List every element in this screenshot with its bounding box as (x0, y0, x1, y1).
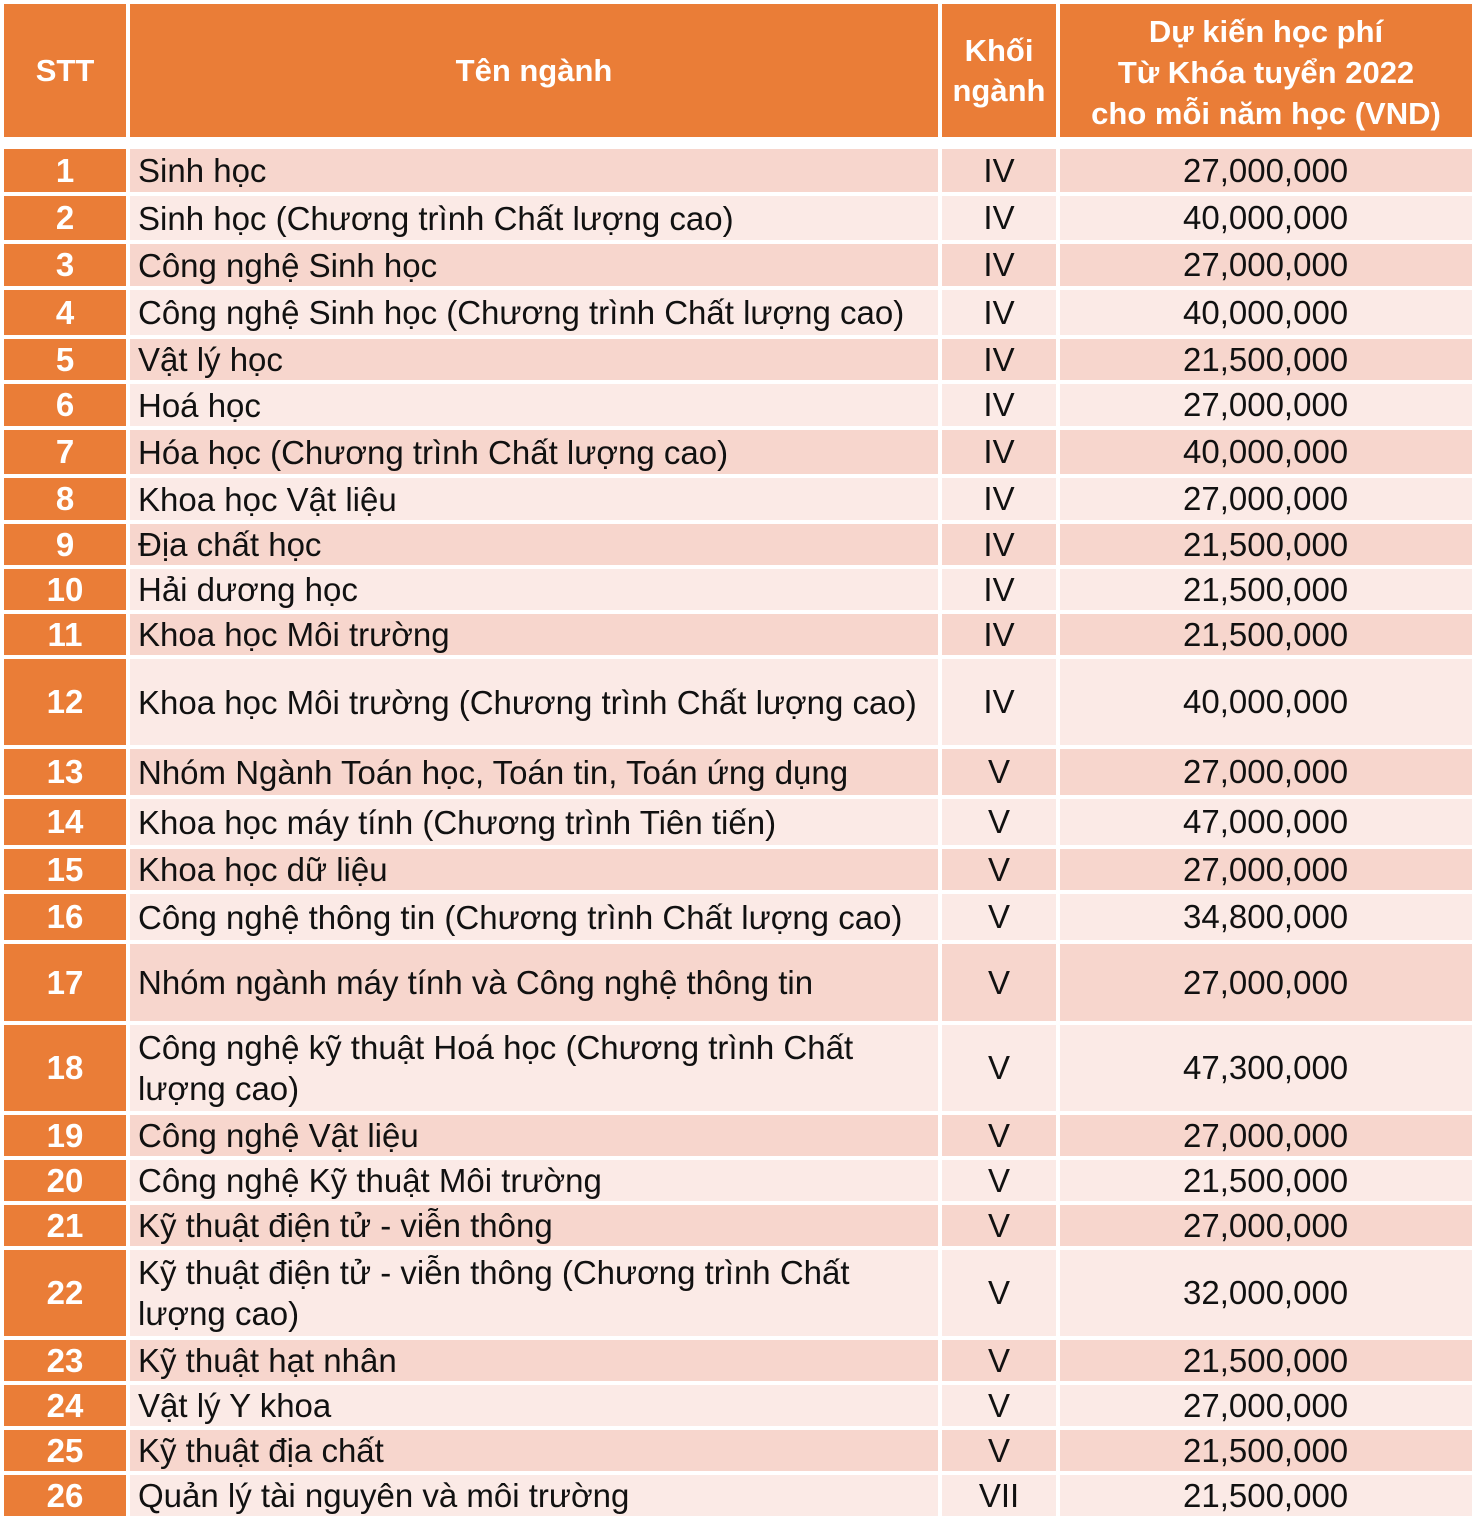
cell-major-name: Công nghệ Kỹ thuật Môi trường (130, 1160, 938, 1201)
cell-block: V (942, 749, 1056, 795)
cell-block: V (942, 849, 1056, 890)
table-row (4, 1250, 1472, 1336)
cell-fee: 40,000,000 (1060, 659, 1472, 745)
cell-block: V (942, 799, 1056, 845)
cell-block: IV (942, 290, 1056, 335)
cell-major-name: Kỹ thuật địa chất (130, 1430, 938, 1471)
cell-fee: 40,000,000 (1060, 290, 1472, 335)
cell-stt: 14 (4, 799, 126, 845)
cell-major-name: Sinh học (Chương trình Chất lượng cao) (130, 196, 938, 240)
cell-stt: 7 (4, 430, 126, 474)
table-row (4, 1385, 1472, 1426)
table-row (4, 384, 1472, 426)
cell-major-name: Hóa học (Chương trình Chất lượng cao) (130, 430, 938, 474)
cell-block: V (942, 1025, 1056, 1111)
header-fee-line3: cho mỗi năm học (VND) (1091, 96, 1441, 131)
cell-fee: 27,000,000 (1060, 384, 1472, 426)
cell-stt: 19 (4, 1115, 126, 1156)
cell-fee: 27,000,000 (1060, 1115, 1472, 1156)
cell-block: IV (942, 430, 1056, 474)
cell-block: IV (942, 569, 1056, 610)
table-row (4, 290, 1472, 335)
cell-fee: 27,000,000 (1060, 1385, 1472, 1426)
header-block (942, 4, 1056, 137)
cell-major-name: Khoa học máy tính (Chương trình Tiên tiến) (130, 799, 938, 845)
header-block-line1: Khối (964, 32, 1034, 68)
cell-fee: 27,000,000 (1060, 244, 1472, 286)
header-name: Tên ngành (130, 4, 938, 137)
cell-major-name: Khoa học Vật liệu (130, 478, 938, 520)
cell-major-name: Kỹ thuật điện tử - viễn thông (Chương trình Chất lượng cao) (130, 1250, 938, 1336)
cell-block: V (942, 1160, 1056, 1201)
table-row (4, 1025, 1472, 1111)
cell-block: V (942, 894, 1056, 940)
cell-block: V (942, 1340, 1056, 1381)
table-row (4, 1115, 1472, 1156)
cell-major-name: Công nghệ Vật liệu (130, 1115, 938, 1156)
cell-fee: 27,000,000 (1060, 944, 1472, 1021)
header-block-line2: ngành (952, 72, 1046, 108)
cell-fee: 27,000,000 (1060, 749, 1472, 795)
cell-major-name: Khoa học Môi trường (130, 614, 938, 655)
cell-stt: 5 (4, 339, 126, 380)
cell-major-name: Công nghệ kỹ thuật Hoá học (Chương trình Chất lượng cao) (130, 1025, 938, 1111)
cell-block: IV (942, 478, 1056, 520)
table-row (4, 659, 1472, 745)
table-row (4, 196, 1472, 240)
cell-fee: 27,000,000 (1060, 478, 1472, 520)
table-row (4, 849, 1472, 890)
cell-stt: 26 (4, 1475, 126, 1516)
table-row (4, 1160, 1472, 1201)
cell-fee: 34,800,000 (1060, 894, 1472, 940)
cell-stt: 22 (4, 1250, 126, 1336)
cell-block: V (942, 1205, 1056, 1246)
table-row (4, 1340, 1472, 1381)
cell-major-name: Khoa học Môi trường (Chương trình Chất lượng cao) (130, 659, 938, 745)
cell-block: IV (942, 524, 1056, 565)
cell-major-name: Công nghệ Sinh học (Chương trình Chất lượng cao) (130, 290, 938, 335)
cell-major-name: Khoa học dữ liệu (130, 849, 938, 890)
cell-fee: 21,500,000 (1060, 524, 1472, 565)
table-row (4, 1475, 1472, 1516)
cell-stt: 10 (4, 569, 126, 610)
cell-major-name: Công nghệ thông tin (Chương trình Chất lượng cao) (130, 894, 938, 940)
cell-block: V (942, 1430, 1056, 1471)
table-row (4, 430, 1472, 474)
header-gap-cell (4, 141, 1472, 145)
cell-stt: 1 (4, 149, 126, 192)
table-row (4, 569, 1472, 610)
cell-fee: 21,500,000 (1060, 1430, 1472, 1471)
table-row (4, 524, 1472, 565)
cell-major-name: Nhóm Ngành Toán học, Toán tin, Toán ứng dụng (130, 749, 938, 795)
cell-stt: 15 (4, 849, 126, 890)
table-row (4, 1205, 1472, 1246)
cell-stt: 12 (4, 659, 126, 745)
cell-fee: 27,000,000 (1060, 149, 1472, 192)
header-fee-line1: Dự kiến học phí (1148, 14, 1384, 49)
header-stt: STT (4, 4, 126, 137)
cell-stt: 4 (4, 290, 126, 335)
table-row (4, 478, 1472, 520)
cell-fee: 32,000,000 (1060, 1250, 1472, 1336)
cell-major-name: Công nghệ Sinh học (130, 244, 938, 286)
header-fee (1060, 4, 1472, 137)
cell-stt: 21 (4, 1205, 126, 1246)
header-fee-line2: Từ Khóa tuyển 2022 (1117, 55, 1415, 90)
cell-major-name: Vật lý học (130, 339, 938, 380)
table-row (4, 749, 1472, 795)
cell-fee: 21,500,000 (1060, 1340, 1472, 1381)
cell-stt: 8 (4, 478, 126, 520)
cell-block: VII (942, 1475, 1056, 1516)
cell-block: V (942, 944, 1056, 1021)
cell-fee: 27,000,000 (1060, 849, 1472, 890)
table-row (4, 614, 1472, 655)
cell-major-name: Địa chất học (130, 524, 938, 565)
cell-fee: 40,000,000 (1060, 430, 1472, 474)
cell-block: IV (942, 149, 1056, 192)
cell-stt: 18 (4, 1025, 126, 1111)
cell-block: V (942, 1250, 1056, 1336)
cell-stt: 9 (4, 524, 126, 565)
cell-block: IV (942, 196, 1056, 240)
cell-fee: 47,000,000 (1060, 799, 1472, 845)
table-row (4, 149, 1472, 192)
cell-stt: 11 (4, 614, 126, 655)
cell-stt: 17 (4, 944, 126, 1021)
table-header-row (4, 4, 1472, 137)
cell-major-name: Vật lý Y khoa (130, 1385, 938, 1426)
table-row (4, 244, 1472, 286)
table-row (4, 1430, 1472, 1471)
cell-stt: 3 (4, 244, 126, 286)
cell-major-name: Hải dương học (130, 569, 938, 610)
cell-stt: 13 (4, 749, 126, 795)
table-body (4, 149, 1472, 1516)
cell-fee: 21,500,000 (1060, 1475, 1472, 1516)
cell-block: V (942, 1115, 1056, 1156)
cell-stt: 24 (4, 1385, 126, 1426)
cell-major-name: Hoá học (130, 384, 938, 426)
cell-stt: 25 (4, 1430, 126, 1471)
cell-block: IV (942, 659, 1056, 745)
cell-fee: 40,000,000 (1060, 196, 1472, 240)
cell-major-name: Quản lý tài nguyên và môi trường (130, 1475, 938, 1516)
cell-stt: 23 (4, 1340, 126, 1381)
cell-fee: 21,500,000 (1060, 569, 1472, 610)
cell-fee: 21,500,000 (1060, 614, 1472, 655)
cell-block: IV (942, 244, 1056, 286)
cell-block: IV (942, 384, 1056, 426)
cell-block: IV (942, 614, 1056, 655)
cell-major-name: Kỹ thuật hạt nhân (130, 1340, 938, 1381)
cell-block: V (942, 1385, 1056, 1426)
cell-stt: 2 (4, 196, 126, 240)
cell-major-name: Kỹ thuật điện tử - viễn thông (130, 1205, 938, 1246)
cell-stt: 16 (4, 894, 126, 940)
table-row (4, 894, 1472, 940)
table-row (4, 799, 1472, 845)
header-gap (4, 141, 1472, 145)
cell-fee: 21,500,000 (1060, 339, 1472, 380)
cell-block: IV (942, 339, 1056, 380)
cell-fee: 47,300,000 (1060, 1025, 1472, 1111)
cell-stt: 6 (4, 384, 126, 426)
cell-stt: 20 (4, 1160, 126, 1201)
cell-fee: 27,000,000 (1060, 1205, 1472, 1246)
table-row (4, 339, 1472, 380)
table-row (4, 944, 1472, 1021)
cell-fee: 21,500,000 (1060, 1160, 1472, 1201)
cell-major-name: Nhóm ngành máy tính và Công nghệ thông tin (130, 944, 938, 1021)
cell-major-name: Sinh học (130, 149, 938, 192)
